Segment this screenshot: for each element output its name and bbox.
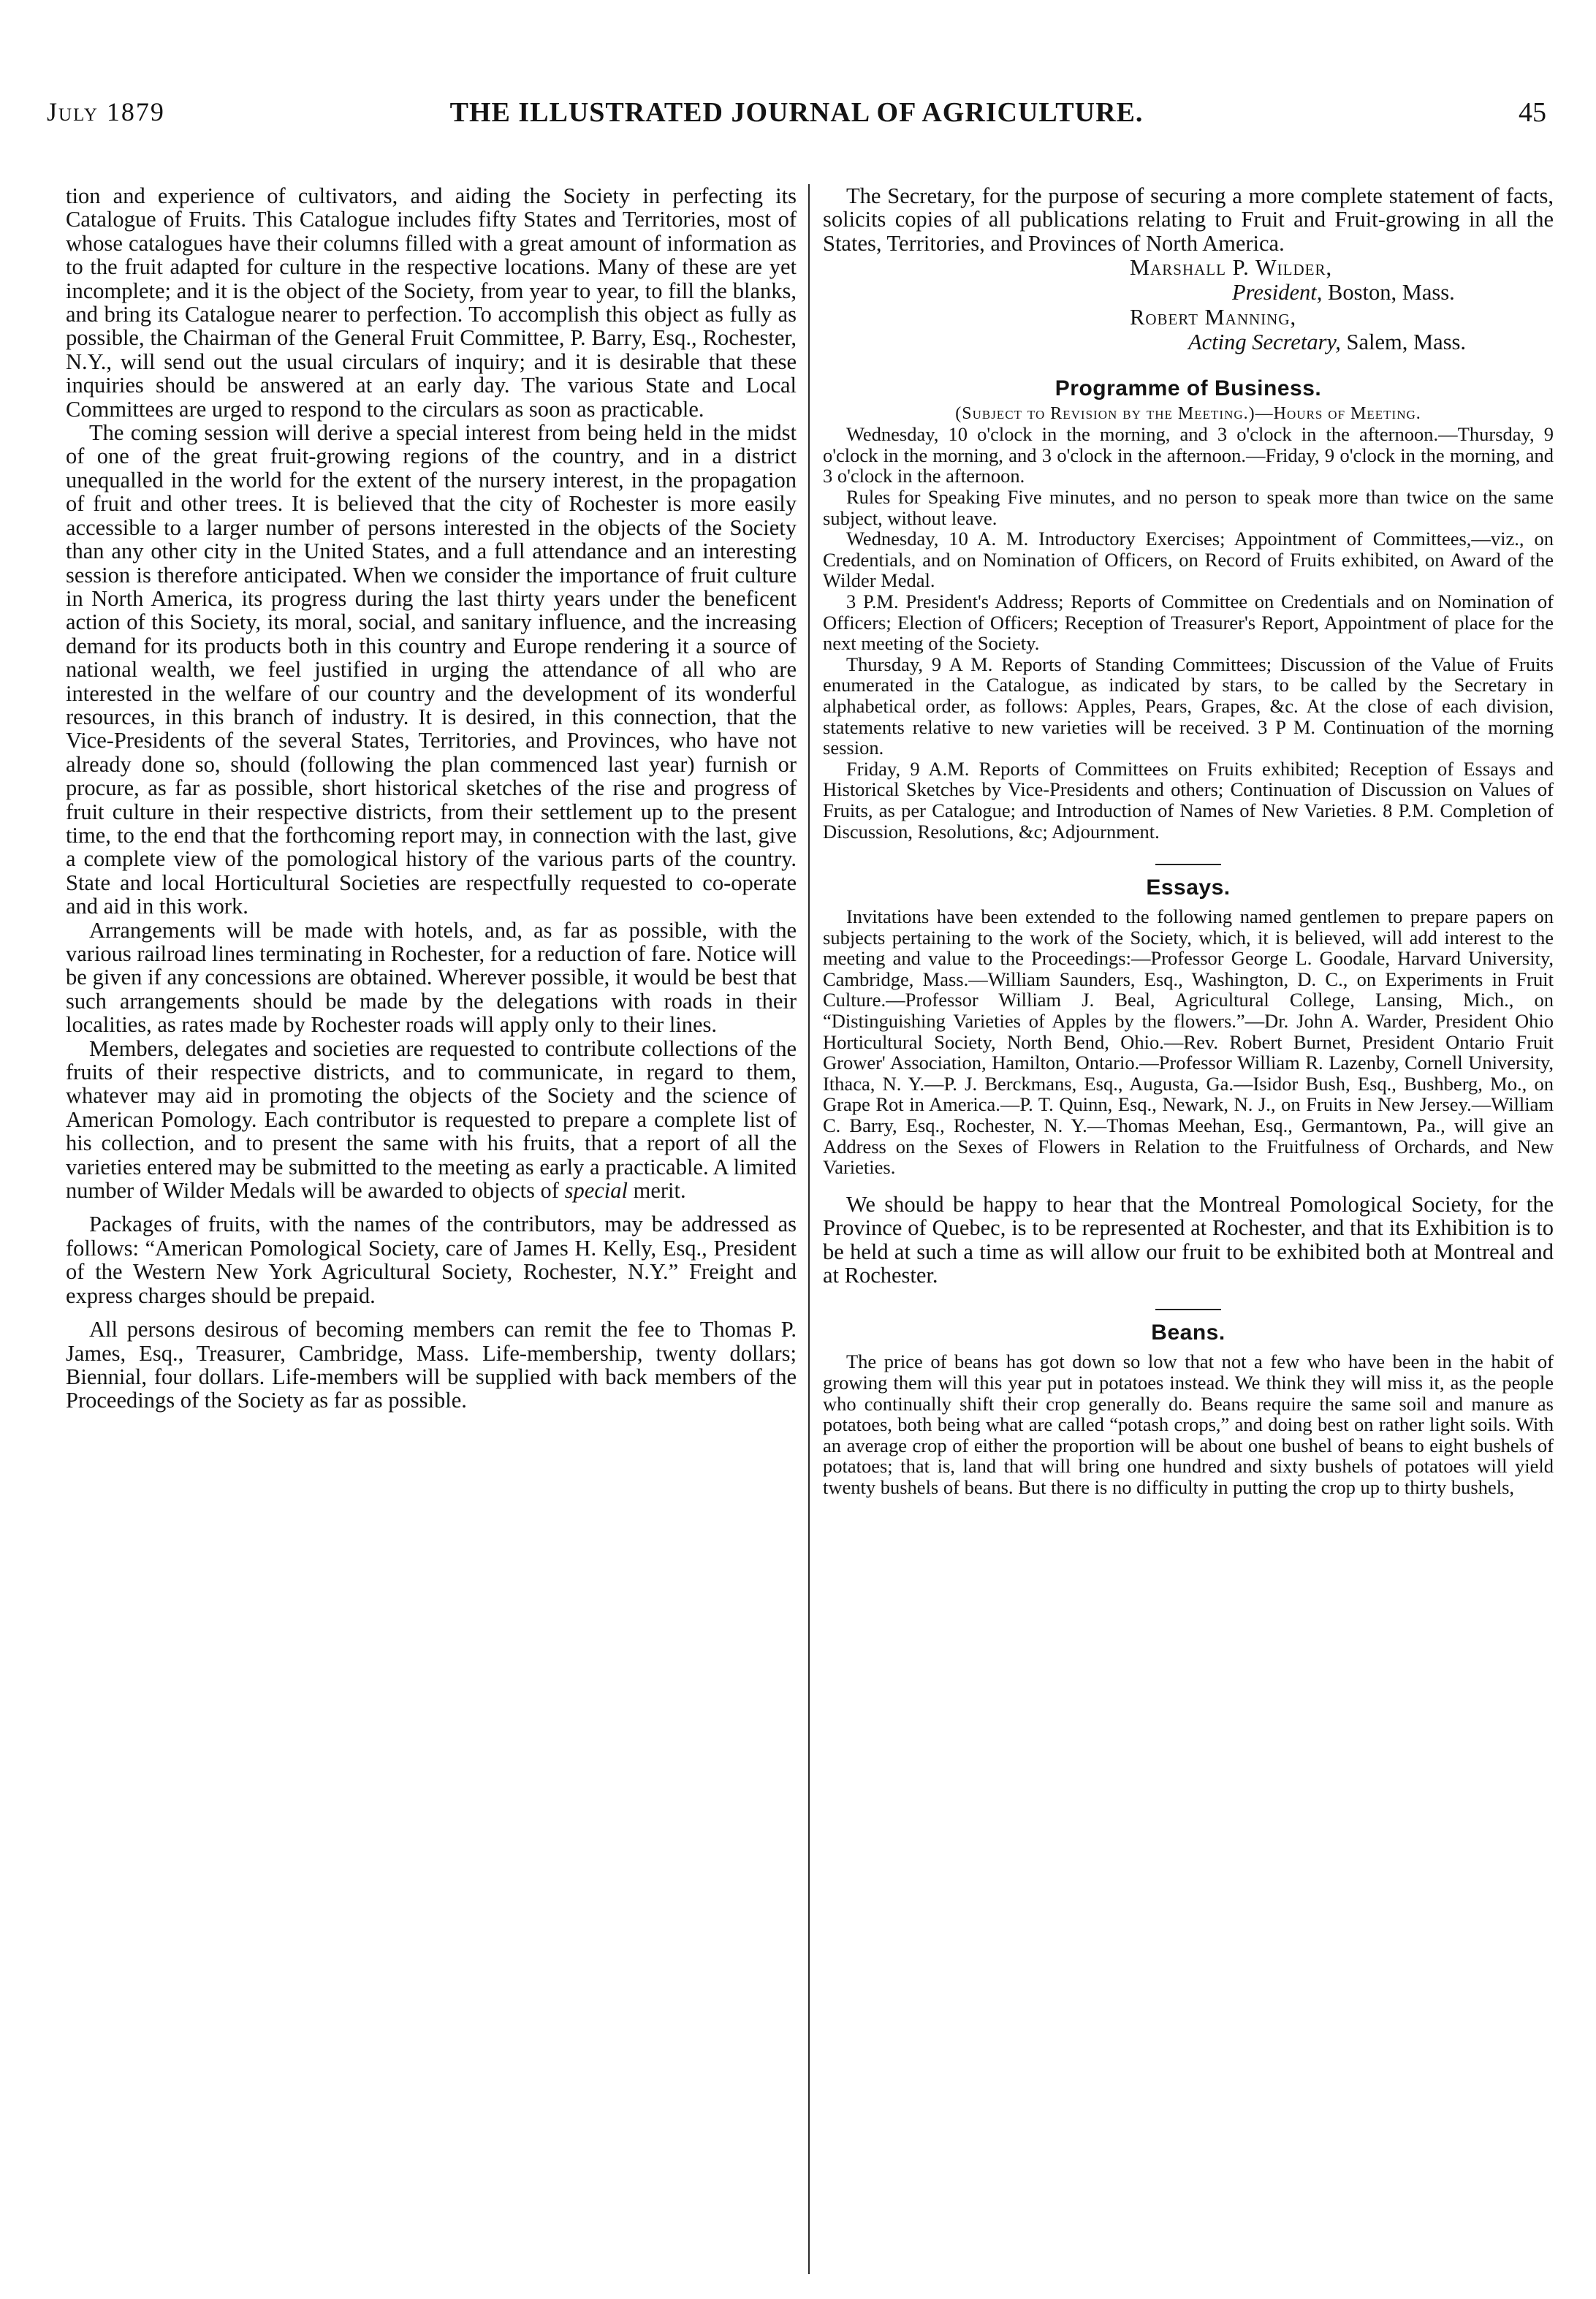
italic-text: Acting Secretary, — [1188, 330, 1341, 355]
signatory-title — [823, 330, 1554, 354]
secretary-paragraph: The Secretary, for the purpose of securing a more complete statement of facts, solicits copies of all publications relating to Fruit and Fruit-growing in all the States, Territories, and Provinces of North America. — [823, 183, 1554, 256]
montreal-paragraph: We should be happy to hear that the Montreal Pomological Society, for the Province of Quebec, is to be represented at Rochester, and that its Exhibition is to be held at such a time as will allow our fruit to be exhibited both at Montreal and at Rochester. — [823, 1191, 1554, 1288]
page-number: 45 — [1519, 97, 1546, 128]
programme-item: Wednesday, 10 A. M. Introductory Exercises; Appointment of Committees,—viz., on Credentials, and on Nomination of Officers, on Record of Fruits exhibited, on Award of the Wilder Medal. — [823, 528, 1554, 592]
programme-item: 3 P.M. President's Address; Reports of Committee on Credentials and on Nomination of Officers; Election of Officers; Reception of Treasurer's Report, Appointment of place for the next meeting of the Society. — [823, 590, 1554, 655]
signatory-name: Robert Manning, — [1130, 305, 1297, 330]
paragraph-text: merit. — [627, 1178, 686, 1204]
essays-heading: Essays. — [1146, 875, 1231, 900]
signatory-name: Marshall P. Wilder, — [1130, 255, 1333, 281]
programme-heading: Programme of Business. — [1054, 376, 1322, 401]
column-divider — [808, 184, 810, 2274]
paragraph: The coming session will derive a special interest from being held in the midst of one of the great fruit-growing regions of the country, and in a district unequalled in the world for the extent of the nursery interest, in the propagation of fruit and other trees. It is believed that the city of Rochester is more easily accessible to a larger number of persons interested in the objects of the Society than any other city in the United States, and a full attendance and an interesting session is therefore anticipated. When we consider the importance of fruit culture in North America, its progress during the last thirty years under the beneficent action of this Society, its moral, social, and sanitary influence, and the increasing demand for its products both in this country and Europe rendering it a source of national wealth, we feel justified in urging the attendance of all who are interested in the welfare of our country and the development of its wonderful resources, in this branch of industry. It is desired, in this connection, that the Vice-Presidents of the several States, Territories, and Provinces, who have not already done so, should (following the plan commenced last year) furnish or procure, as far as possible, short historical sketches of the rise and progress of fruit culture in their respective districts, from their settlement up to the present time, to the end that the forthcoming report may, in connection with the last, give a complete view of the pomological history of the various parts of the country. State and local Horticultural Societies are respectfully requested to co-operate and aid in this work. — [66, 420, 797, 919]
issue-date: July 1879 — [47, 97, 165, 126]
essays-paragraph: Invitations have been extended to the following named gentlemen to prepare papers on subjects pertaining to the work of the Society, which, it is believed, will add interest to the meeting and value to the Proceedings:—Professor George L. Goodale, Harvard University, Cambridge, Mass.—William Saunders, Esq., Washington, D. C., on Experiments in Fruit Culture.—Professor William J. Beal, Agricultural College, Lansing, Mich., on “Distinguishing Varieties of Apples by the flowers.”—Dr. John A. Warder, President Ohio Horticultural Society, North Bend, Ohio.—Rev. Robert Burnet, President Ontario Fruit Grower' Association, Hamilton, Ontario.—Professor William R. Lazenby, Cornell University, Ithaca, N. Y.—P. J. Berckmans, Esq., Augusta, Ga.—Isidor Bush, Esq., Bushberg, Mo., on Grape Rot in America.—P. T. Quinn, Esq., Newark, N. J., on Fruits in New Jersey.—William C. Barry, Esq., Rochester, N. Y.—Thomas Meehan, Esq., Germantown, Pa., will give an Address on the Sexes of Flowers in Relation to the Fruitfulness of Orchards, and New Varieties. — [823, 905, 1554, 1179]
programme-item: Rules for Speaking Five minutes, and no person to speak more than twice on the same subject, without leave. — [823, 486, 1554, 529]
signature-block — [823, 255, 1554, 354]
paragraph: Arrangements will be made with hotels, and, as far as possible, with the various railroad lines terminating in Rochester, for a reduction of fare. Notice will be given if any concessions are obtained. Wherever possible, it would be best that such arrangements should be made by the delegations with roads in their localities, as rates made by Rochester roads will apply only to their lines. — [66, 917, 797, 1038]
journal-title: THE ILLUSTRATED JOURNAL OF AGRICULTURE. — [449, 97, 1144, 128]
programme-item: Wednesday, 10 o'clock in the morning, and 3 o'clock in the afternoon.—Thursday, 9 o'clock in the morning, and 3 o'clock in the afternoon.—Friday, 9 o'clock in the morning, and 3 o'clock in the afternoon. — [823, 423, 1554, 487]
place-text: Boston, Mass. — [1322, 280, 1455, 305]
programme-item: Thursday, 9 A M. Reports of Standing Committees; Discussion of the Value of Fruits enumerated in the Catalogue, as indicated by stars, to be called by the Secretary in alphabetical order, as follows: Apples, Pears, Grapes, &c. At the close of each division, statements relative to new varieties will be received. 3 P M. Continuation of the morning session. — [823, 653, 1554, 759]
signatory-title — [823, 280, 1554, 305]
programme-subheading: (Subject to Revision by the Meeting.)—Hours of Meeting. — [955, 404, 1421, 424]
paragraph-text: Members, delegates and societies are requested to contribute collections of the fruits of their respective districts, and to communicate, in regard to them, whatever may aid in promoting the objects of the Society and the science of American Pomology. Each contributor is requested to prepare a complete list of his collection, and to present the same with his fruits, that a report of all the varieties entered may be submitted to the meeting as early a practicable. A limited number of Wilder Medals will be awarded to objects of — [66, 1036, 797, 1204]
paragraph — [66, 1037, 797, 1203]
left-column — [66, 184, 797, 1413]
beans-heading: Beans. — [1151, 1320, 1226, 1345]
section-divider — [1155, 1309, 1221, 1310]
beans-paragraph: The price of beans has got down so low that not a few who have been in the habit of growing them will this year put in potatoes instead. We think they will miss it, as the people who continually shift their crop generally do. Beans require the same soil and manure as potatoes, both being what are called “potash crops,” and doing best on rather light soils. With an average crop of either the proportion will be about one bushel of beans to eight bushels of potatoes; that is, land that will bring one hundred and sixty bushels of potatoes will yield twenty bushels of beans. But there is no difficulty in putting the crop up to thirty bushels, — [823, 1350, 1554, 1498]
paragraph: Packages of fruits, with the names of the contributors, may be addressed as follows: “American Pomological Society, care of James H. Kelly, Esq., President of the Western New York Agricultural Society, Rochester, N.Y.” Freight and express charges should be prepaid. — [66, 1212, 797, 1308]
paragraph: All persons desirous of becoming members can remit the fee to Thomas P. James, Esq., Treasurer, Cambridge, Mass. Life-membership, twenty dollars; Biennial, four dollars. Life-members will be supplied with back members of the Proceedings of the Society as far as possible. — [66, 1317, 797, 1413]
programme-item: Friday, 9 A.M. Reports of Committees on Fruits exhibited; Reception of Essays and Historical Sketches by Vice-Presidents and others; Continuation of Discussion on Values of Fruits, as per Catalogue; and Introduction of Names of New Varieties. 8 P.M. Completion of Discussion, Resolutions, &c; Adjournment. — [823, 757, 1554, 843]
italic-text: President, — [1232, 280, 1323, 305]
paragraph: tion and experience of cultivators, and aiding the Society in perfecting its Catalogue of Fruits. This Catalogue includes fifty States and Territories, most of whose catalogues have their columns filled with a great amount of information as to the fruit adapted for culture in the respective locations. Many of these are yet incomplete; and it is the object of the Society, from year to year, to fill the blanks, and bring its Catalogue nearer to perfection. To accomplish this object as fully as possible, the Chairman of the General Fruit Committee, P. Barry, Esq., Rochester, N.Y., will send out the usual circulars of inquiry; and it is desirable that these inquiries should be answered at an early day. The various State and Local Committees are urged to respond to the circulars as soon as practicable. — [66, 183, 797, 422]
page-header — [47, 96, 1546, 140]
section-divider — [1155, 864, 1221, 865]
italic-text: special — [564, 1178, 628, 1204]
place-text: Salem, Mass. — [1340, 330, 1467, 355]
right-column — [823, 184, 1554, 1498]
